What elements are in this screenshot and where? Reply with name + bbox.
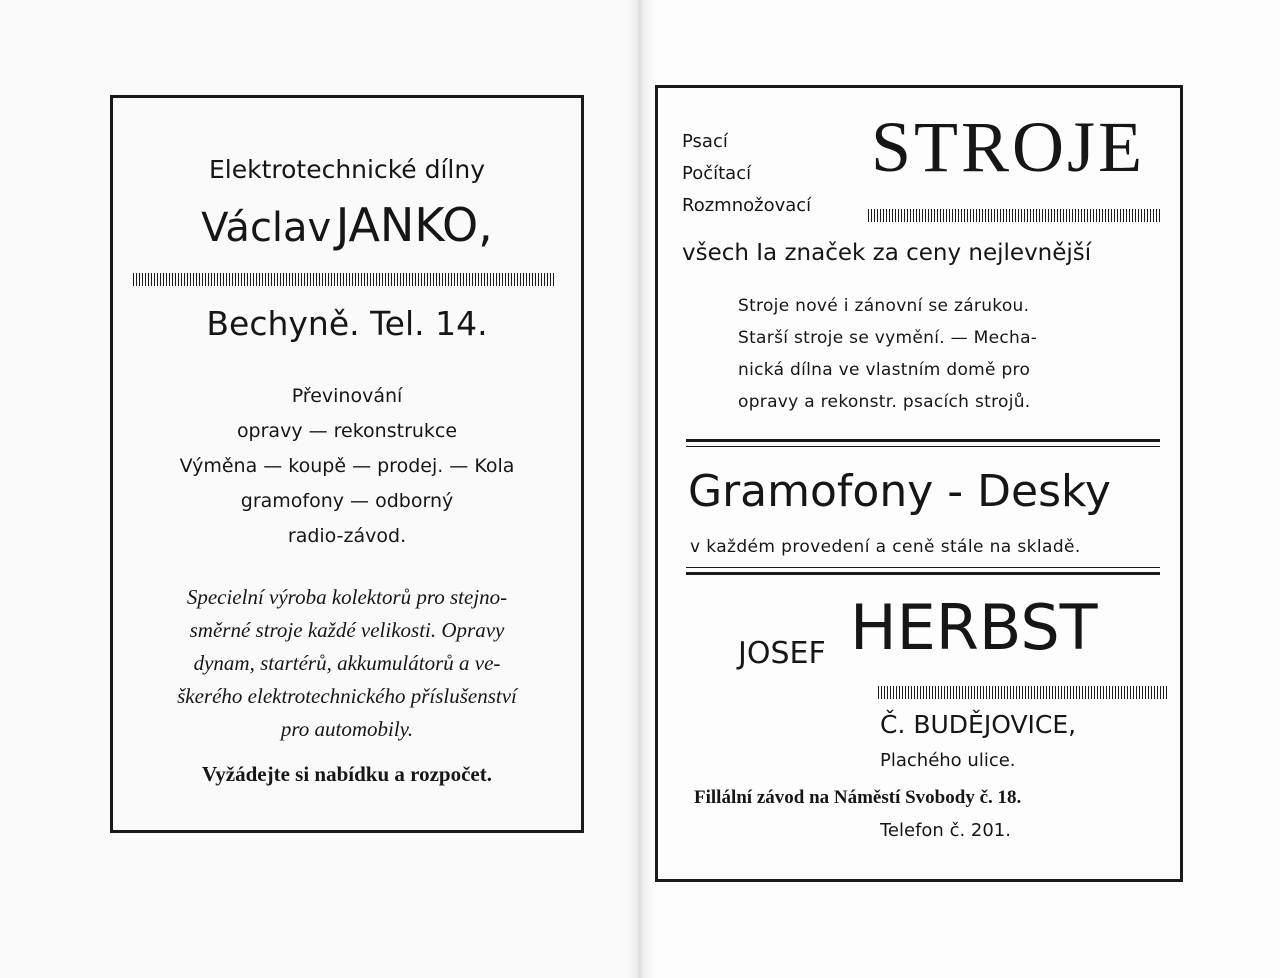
janko-advertisement [110,95,584,833]
phone-number: Telefon č. 201. [880,820,1011,841]
branch-address: Fillální závod na Náměstí Svobody č. 18. [694,787,1022,808]
specialty-line: Specielní výroba kolektorů pro stejno- [186,585,508,609]
divider-rule [686,572,1160,575]
service-line: Převinování [291,385,403,407]
book-spine [626,0,654,978]
description-line: nická dílna ve vlastním domě pro [738,360,1031,380]
service-line: Výměna — koupě — prodej. — Kola [179,455,515,477]
machine-type: Rozmnožovací [682,195,812,216]
hatched-rule [868,209,1160,222]
machine-type: Psací [682,131,728,152]
description-line: Stroje nové i zánovní se zárukou. [738,296,1030,316]
stroje-headline: STROJE [871,107,1146,187]
hatched-rule [133,273,555,286]
machine-type: Počítací [682,163,752,184]
description-line: Starší stroje se vymění. — Mecha- [738,328,1038,348]
specialty-line: dynam, startérů, akkumulátorů a ve- [193,651,501,675]
specialty-line: škerého elektrotechnického příslušenství [177,684,517,708]
owner-first-name: Václav [201,205,332,251]
owner-first-name: JOSEF [738,636,826,671]
owner-last-name: HERBST [850,591,1098,664]
owner-name [113,198,581,252]
specialty-line: směrné stroje každé velikosti. Opravy [189,618,505,642]
hatched-rule [878,686,1168,699]
gramophone-headline: Gramofony - Desky [688,466,1111,517]
gramophone-subline: v každém provedení a ceně stále na skladě. [690,537,1081,557]
herbst-advertisement [655,85,1183,882]
address-phone: Bechyně. Tel. 14. [206,304,488,343]
divider-rule [686,446,1160,447]
street: Plachého ulice. [880,750,1016,771]
service-line: gramofony — odborný [240,490,454,512]
service-line: radio-závod. [287,525,407,547]
city: Č. BUDĚJOVICE, [880,710,1077,739]
ad-heading: Elektrotechnické dílny [208,155,486,184]
description-line: opravy a rekonstr. psacích strojů. [738,392,1031,412]
owner-last-name: JANKO, [335,198,493,252]
tagline: všech Ia značek za ceny nejlevnější [682,240,1092,266]
specialty-line: pro automobily. [280,717,414,741]
divider-rule [686,439,1160,442]
closing-call: Vyžádejte si nabídku a rozpočet. [202,762,492,786]
divider-rule [686,567,1160,568]
service-line: opravy — rekonstrukce [236,420,458,442]
